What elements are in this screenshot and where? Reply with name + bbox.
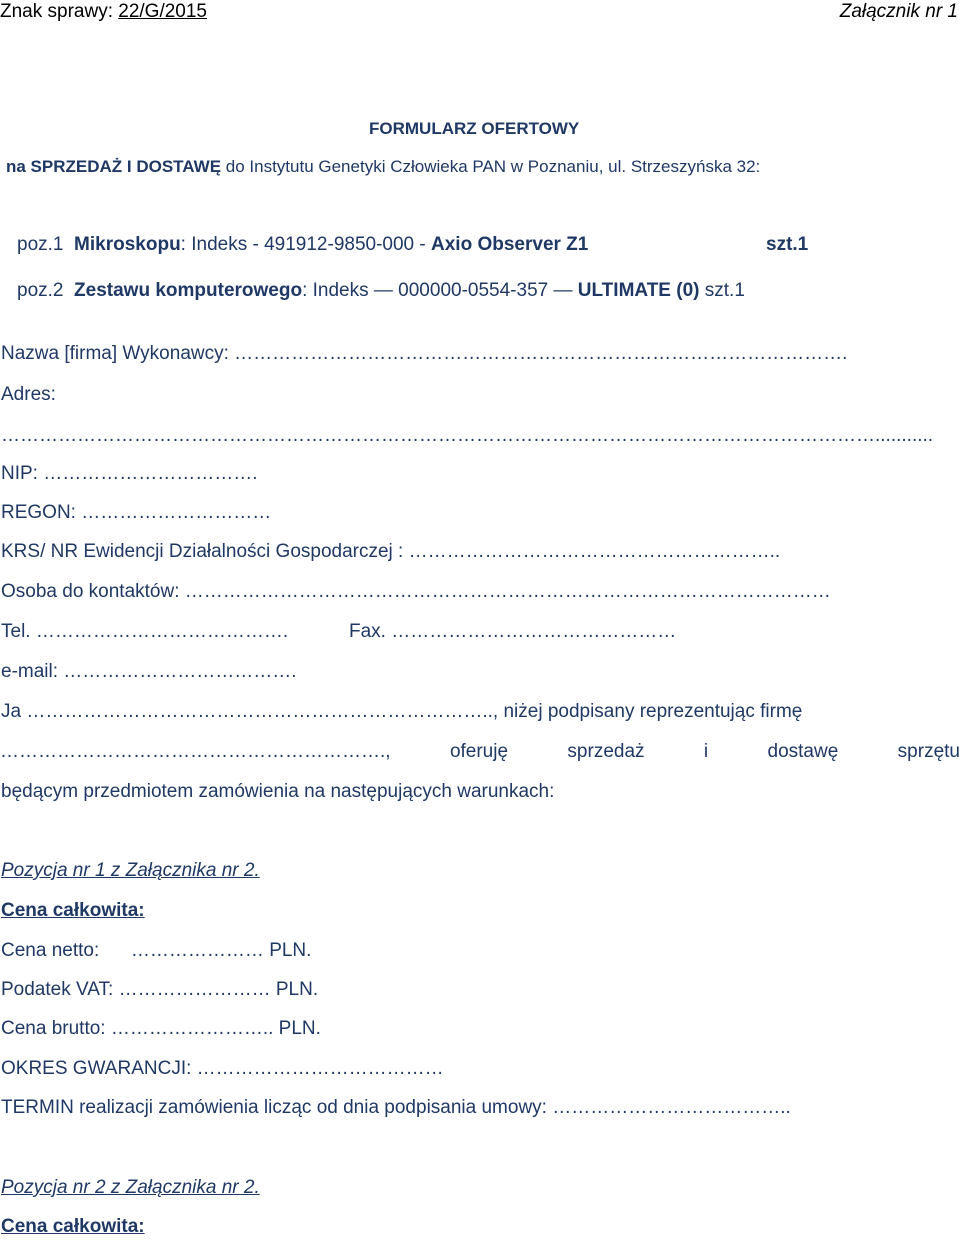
position-2-total-label: Cena całkowita: <box>1 1216 145 1237</box>
tel-field: Tel. …………………………………. <box>1 621 289 642</box>
item-name: Mikroskopu <box>74 234 181 255</box>
regon-field: REGON: ………………………… <box>1 502 272 523</box>
item-qty-1: szt.1 <box>766 234 809 255</box>
declaration-word: ……………………………………………………., <box>0 741 391 762</box>
case-number-line <box>0 2 207 21</box>
declaration-line-3: będącym przedmiotem zamówienia na następujących warunkach: <box>1 781 555 802</box>
declaration-word: sprzedaż <box>567 741 645 762</box>
form-title: FORMULARZ OFERTOWY <box>369 119 580 138</box>
subtitle-bold: na SPRZEDAŻ I DOSTAWĘ <box>6 157 222 176</box>
email-field: e-mail: ………………………………. <box>1 661 297 682</box>
vat-field: Podatek VAT: …………………… PLN. <box>1 979 319 1000</box>
nip-field: NIP: ……………………………. <box>1 463 258 484</box>
declaration-line-2 <box>0 742 960 761</box>
item-pos: poz.2 <box>17 280 64 301</box>
item-text: : Indeks - 491912-9850-000 - <box>180 234 432 255</box>
attachment-label: Załącznik nr 1 <box>839 1 958 22</box>
item-pos: poz.1 <box>17 234 64 255</box>
delivery-term-field: TERMIN realizacji zamówienia licząc od dnia podpisania umowy: ……………………………….. <box>1 1097 791 1118</box>
position-1-heading: Pozycja nr 1 z Załącznika nr 2. <box>1 860 260 881</box>
declaration-word: i <box>703 741 709 762</box>
net-price-field: Cena netto: ………………… PLN. <box>1 940 312 961</box>
declaration-word: dostawę <box>767 741 839 762</box>
warranty-field: OKRES GWARANCJI: ………………………………… <box>1 1058 444 1079</box>
form-subtitle <box>6 158 760 175</box>
fax-field: Fax. ……………………………………… <box>349 621 677 642</box>
case-label: Znak sprawy: <box>0 1 119 22</box>
position-2-heading: Pozycja nr 2 z Załącznika nr 2. <box>1 1177 260 1198</box>
item-line-1 <box>17 235 588 254</box>
item-qty: szt.1 <box>704 280 745 301</box>
item-model: Axio Observer Z1 <box>431 234 589 255</box>
item-model: ULTIMATE (0) <box>577 280 700 301</box>
gross-price-field: Cena brutto: …………………….. PLN. <box>1 1018 321 1039</box>
contact-person-field: Osoba do kontaktów: ………………………………………………………………………………………… <box>1 581 831 602</box>
item-name: Zestawu komputerowego <box>74 280 303 301</box>
declaration-word: oferuję <box>449 741 509 762</box>
address-label: Adres: <box>1 384 56 405</box>
case-number: 22/G/2015 <box>118 1 208 22</box>
item-line-2 <box>17 281 745 300</box>
contractor-name-field: Nazwa [firma] Wykonawcy: ……………………………………………………………………………………. <box>1 343 848 364</box>
krs-field: KRS/ NR Ewidencji Działalności Gospodarczej : ………………………………………………….. <box>1 541 781 562</box>
item-text: : Indeks — 000000-0554-357 — <box>302 280 578 301</box>
position-1-total-label: Cena całkowita: <box>1 900 145 921</box>
declaration-line-1: Ja ……………………………………………………………….., niżej podpisany reprezentując firmę <box>1 701 803 722</box>
subtitle-rest: do Instytutu Genetyki Człowieka PAN w Poznaniu, ul. Strzeszyńska 32: <box>221 157 761 176</box>
address-line: …………………………………………………………………………………………………………………………........... <box>1 425 934 446</box>
declaration-word: sprzętu <box>897 741 960 762</box>
